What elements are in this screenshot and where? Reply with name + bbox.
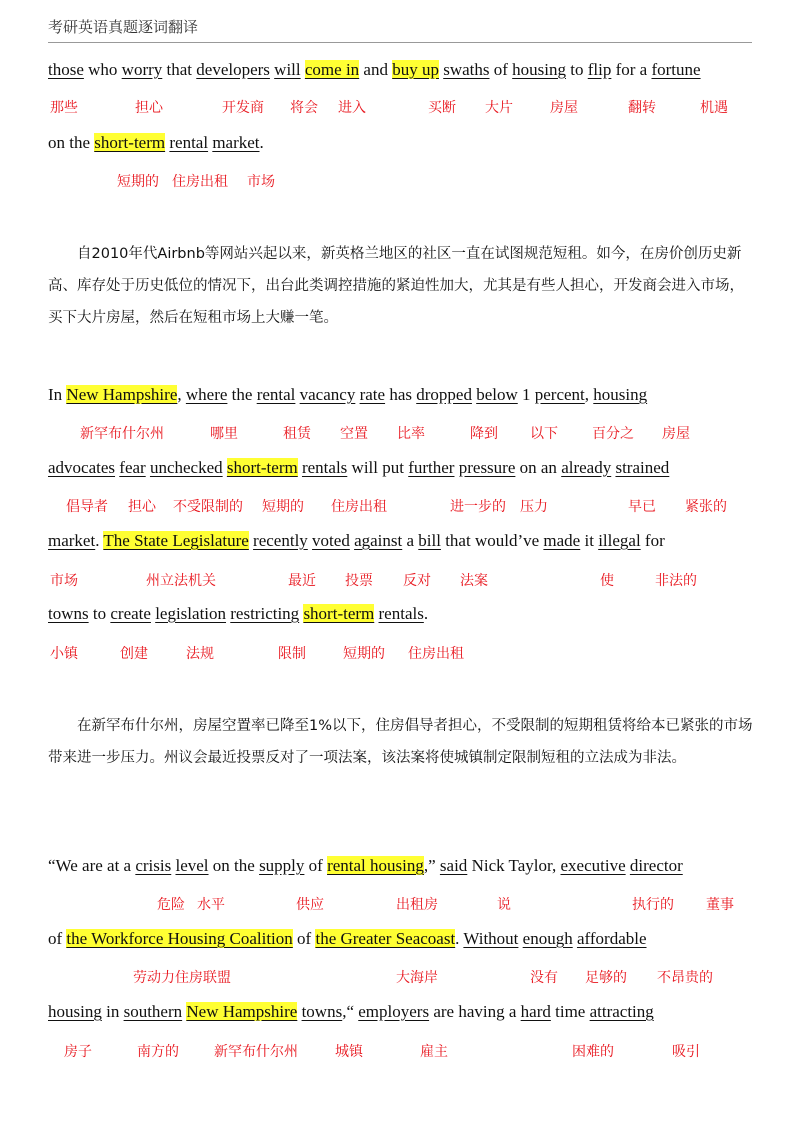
word-translation: 机遇	[700, 100, 728, 116]
underlined-word: vacancy	[299, 385, 356, 404]
plain-text: in	[101, 1002, 124, 1021]
word-translation: 水平	[197, 897, 225, 913]
underlined-word: percent	[534, 385, 585, 404]
translation-line	[0, 967, 800, 989]
plain-text: and	[359, 60, 393, 79]
word-translation: 早已	[628, 499, 656, 515]
english-line	[48, 531, 665, 551]
underlined-word: said	[439, 856, 468, 875]
plain-text: .	[259, 133, 264, 152]
underlined-word: hard	[520, 1002, 551, 1021]
plain-text: a	[402, 531, 419, 550]
english-line	[48, 60, 701, 80]
word-translation: 短期的	[117, 174, 159, 190]
underlined-word: bill	[418, 531, 441, 550]
word-translation: 法规	[186, 646, 214, 662]
plain-text: ,	[177, 385, 186, 404]
plain-text: ,”	[423, 856, 440, 875]
word-translation: 租赁	[283, 426, 311, 442]
word-translation: 不受限制的	[173, 499, 243, 515]
word-translation: 没有	[530, 970, 558, 986]
word-translation: 进入	[338, 100, 366, 116]
word-translation: 房子	[64, 1044, 92, 1060]
translation-line	[0, 570, 800, 592]
word-translation: 危险	[157, 897, 185, 913]
highlighted-phrase: short-term	[226, 458, 298, 477]
plain-text: it	[580, 531, 599, 550]
word-translation: 足够的	[585, 970, 627, 986]
word-translation: 董事	[706, 897, 734, 913]
chinese-paragraph-translation: 在新罕布什尔州，房屋空置率已降至1%以下，住房倡导者担心，不受限制的短期租赁将给本已紧张的市场带来进一步压力。州议会最近投票反对了一项法案，该法案将使城镇制定限制短租的立法成为非法。	[48, 718, 753, 766]
underlined-word: strained	[615, 458, 670, 477]
plain-text: has	[385, 385, 417, 404]
underlined-word: housing	[593, 385, 648, 404]
underlined-word: recently	[253, 531, 308, 550]
word-translation: 新罕布什尔州	[80, 426, 164, 442]
english-line	[48, 133, 264, 153]
plain-text: will put	[347, 458, 409, 477]
word-translation: 翻转	[628, 100, 656, 116]
highlighted-phrase: come in	[304, 60, 360, 79]
underlined-word: Without	[463, 929, 519, 948]
plain-text: .	[95, 531, 104, 550]
english-line	[48, 604, 428, 624]
underlined-word: already	[561, 458, 612, 477]
word-translation: 比率	[397, 426, 425, 442]
plain-text: Nick Taylor,	[467, 856, 561, 875]
plain-text: that	[162, 60, 197, 79]
plain-text: for	[640, 531, 665, 550]
word-translation: 开发商	[222, 100, 264, 116]
word-translation: 住房出租	[172, 174, 228, 190]
translation-line	[0, 1041, 800, 1063]
word-translation: 降到	[470, 426, 498, 442]
highlighted-phrase: New Hampshire	[186, 1002, 298, 1021]
word-translation: 房屋	[662, 426, 690, 442]
word-translation: 房屋	[550, 100, 578, 116]
word-translation: 压力	[520, 499, 548, 515]
word-translation: 供应	[296, 897, 324, 913]
english-line	[48, 929, 647, 949]
word-translation: 投票	[345, 573, 373, 589]
highlighted-phrase: short-term	[94, 133, 166, 152]
page-header-title: 考研英语真题逐词翻译	[48, 18, 199, 36]
highlighted-phrase: rental housing	[327, 856, 424, 875]
word-translation: 创建	[120, 646, 148, 662]
word-translation: 市场	[247, 174, 275, 190]
plain-text: ,	[584, 385, 594, 404]
word-translation: 住房出租	[331, 499, 387, 515]
underlined-word: against	[354, 531, 403, 550]
underlined-word: rate	[359, 385, 386, 404]
plain-text: time	[550, 1002, 590, 1021]
english-line	[48, 856, 683, 876]
word-translation: 短期的	[343, 646, 385, 662]
underlined-word: will	[274, 60, 301, 79]
word-translation: 将会	[290, 100, 318, 116]
word-translation: 担心	[135, 100, 163, 116]
translation-line	[0, 423, 800, 445]
underlined-word: worry	[121, 60, 163, 79]
plain-text: of	[48, 929, 67, 948]
underlined-word: developers	[196, 60, 270, 79]
plain-text: the	[227, 385, 257, 404]
plain-text: for a	[611, 60, 652, 79]
chinese-paragraph-translation: 自2010年代Airbnb等网站兴起以来，新英格兰地区的社区一直在试图规范短租。如今，在房价创历史新高、库存处于历史低位的情况下，出台此类调控措施的紧迫性加大，尤其是有些人担心，开发商会进入市场，买下大片房屋，然后在短租市场上大赚一笔。	[48, 246, 744, 326]
word-translation: 空置	[340, 426, 368, 442]
word-translation: 非法的	[655, 573, 697, 589]
underlined-word: southern	[123, 1002, 183, 1021]
underlined-word: legislation	[155, 604, 227, 623]
plain-text: are having a	[429, 1002, 521, 1021]
english-line	[48, 458, 669, 478]
word-translation: 新罕布什尔州	[214, 1044, 298, 1060]
word-translation: 南方的	[137, 1044, 179, 1060]
word-translation: 哪里	[210, 426, 238, 442]
word-translation: 说	[497, 897, 511, 913]
underlined-word: create	[110, 604, 151, 623]
underlined-word: supply	[259, 856, 305, 875]
underlined-word: rental	[256, 385, 296, 404]
english-line	[48, 1002, 654, 1022]
header-divider	[48, 42, 752, 43]
word-translation: 反对	[403, 573, 431, 589]
plain-text: 1	[517, 385, 535, 404]
underlined-word: towns	[301, 1002, 343, 1021]
word-translation: 以下	[530, 426, 558, 442]
word-translation: 市场	[50, 573, 78, 589]
translation-line	[0, 894, 800, 916]
underlined-word: advocates	[48, 458, 116, 477]
highlighted-phrase: the Workforce Housing Coalition	[66, 929, 293, 948]
plain-text: of	[489, 60, 513, 79]
plain-text: ,“	[342, 1002, 359, 1021]
word-translation: 百分之	[592, 426, 634, 442]
underlined-word: executive	[560, 856, 626, 875]
word-translation: 大海岸	[396, 970, 438, 986]
word-translation: 劳动力住房联盟	[133, 970, 231, 986]
word-translation: 进一步的	[450, 499, 506, 515]
underlined-word: those	[48, 60, 84, 79]
underlined-word: rentals	[301, 458, 348, 477]
highlighted-phrase: the Greater Seacoast	[315, 929, 456, 948]
plain-text: In	[48, 385, 67, 404]
underlined-word: swaths	[443, 60, 490, 79]
word-translation: 小镇	[50, 646, 78, 662]
underlined-word: illegal	[598, 531, 641, 550]
plain-text: to	[566, 60, 588, 79]
word-translation: 使	[600, 573, 614, 589]
word-translation: 执行的	[632, 897, 674, 913]
underlined-word: affordable	[576, 929, 647, 948]
underlined-word: crisis	[135, 856, 172, 875]
underlined-word: towns	[48, 604, 89, 623]
underlined-word: below	[476, 385, 518, 404]
word-translation: 不昂贵的	[657, 970, 713, 986]
translation-line	[0, 97, 800, 119]
underlined-word: flip	[587, 60, 612, 79]
underlined-word: made	[543, 531, 581, 550]
plain-text: on the	[48, 133, 95, 152]
word-translation: 吸引	[672, 1044, 700, 1060]
word-translation: 那些	[50, 100, 78, 116]
underlined-word: further	[408, 458, 455, 477]
translation-line	[0, 496, 800, 518]
plain-text: .	[455, 929, 464, 948]
underlined-word: enough	[522, 929, 573, 948]
word-translation: 法案	[460, 573, 488, 589]
translation-line	[0, 643, 800, 665]
underlined-word: voted	[312, 531, 350, 550]
plain-text: on the	[208, 856, 260, 875]
underlined-word: unchecked	[149, 458, 223, 477]
underlined-word: market	[212, 133, 260, 152]
translation-line	[0, 171, 800, 193]
underlined-word: fortune	[651, 60, 701, 79]
english-line	[48, 385, 647, 405]
underlined-word: attracting	[589, 1002, 654, 1021]
highlighted-phrase: buy up	[392, 60, 439, 79]
word-translation: 住房出租	[408, 646, 464, 662]
plain-text: who	[83, 60, 122, 79]
underlined-word: rentals	[378, 604, 424, 623]
underlined-word: pressure	[458, 458, 516, 477]
plain-text: to	[88, 604, 111, 623]
highlighted-phrase: New Hampshire	[66, 385, 178, 404]
underlined-word: housing	[512, 60, 567, 79]
word-translation: 紧张的	[685, 499, 727, 515]
highlighted-phrase: short-term	[303, 604, 375, 623]
underlined-word: employers	[358, 1002, 430, 1021]
plain-text: “We are at a	[48, 856, 136, 875]
word-translation: 出租房	[396, 897, 438, 913]
underlined-word: director	[629, 856, 683, 875]
word-translation: 州立法机关	[146, 573, 216, 589]
underlined-word: market	[48, 531, 96, 550]
plain-text: on an	[515, 458, 562, 477]
plain-text: that would’ve	[440, 531, 544, 550]
underlined-word: rental	[169, 133, 209, 152]
underlined-word: housing	[48, 1002, 102, 1021]
highlighted-phrase: The State Legislature	[103, 531, 249, 550]
underlined-word: fear	[119, 458, 146, 477]
word-translation: 雇主	[420, 1044, 448, 1060]
word-translation: 限制	[278, 646, 306, 662]
word-translation: 担心	[128, 499, 156, 515]
word-translation: 大片	[485, 100, 513, 116]
word-translation: 最近	[288, 573, 316, 589]
word-translation: 买断	[428, 100, 456, 116]
underlined-word: level	[175, 856, 209, 875]
underlined-word: dropped	[416, 385, 472, 404]
word-translation: 城镇	[335, 1044, 363, 1060]
underlined-word: restricting	[230, 604, 300, 623]
word-translation: 困难的	[572, 1044, 614, 1060]
underlined-word: where	[185, 385, 228, 404]
plain-text: .	[423, 604, 429, 623]
plain-text: of	[292, 929, 316, 948]
plain-text: of	[304, 856, 328, 875]
word-translation: 短期的	[262, 499, 304, 515]
word-translation: 倡导者	[66, 499, 108, 515]
